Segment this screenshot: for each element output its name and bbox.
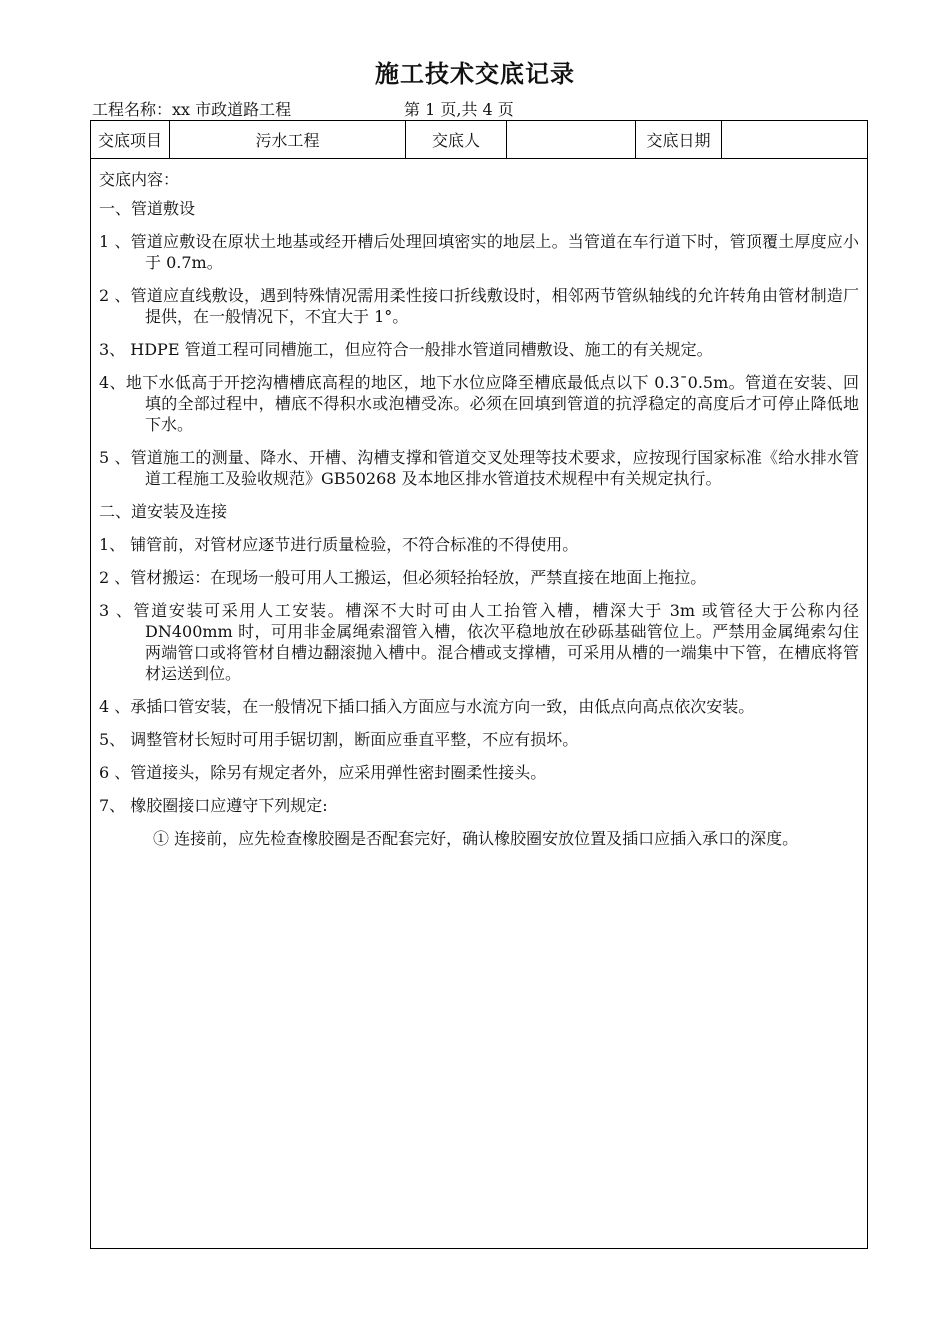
list-item: 6 、管道接头，除另有规定者外，应采用弹性密封圈柔性接头。: [99, 763, 547, 782]
item-value: 污水工程: [170, 121, 406, 158]
list-item: 2 、管材搬运：在现场一般可用人工搬运，但必须轻抬轻放，严禁直接在地面上拖拉。: [99, 568, 707, 587]
project-name: 工程名称：xx 市政道路工程: [92, 100, 292, 119]
section-heading: 二、道安装及连接: [99, 502, 228, 521]
list-item: 7、 橡胶圈接口应遵守下列规定:: [99, 796, 328, 815]
section-heading: 一、管道敷设: [99, 199, 196, 218]
list-item: 3 、管道安装可采用人工安装。槽深不大时可由人工抬管入槽，槽深大于 3m 或管径大于公称内径 DN400mm 时，可用非金属绳索溜管入槽，依次平稳地放在砂砾基础管位上。严禁用金属绳索勾住两端管口或将管材自槽边翻滚抛入槽中。混合槽或支撑槽，可采用从槽的一端集中下管，在槽底将管材运送到位。: [99, 601, 859, 683]
date-label: 交底日期: [636, 121, 722, 158]
list-item: 5 、管道施工的测量、降水、开槽、沟槽支撑和管道交叉处理等技术要求，应按现行国家标准《给水排水管道工程施工及验收规范》GB50268 及本地区排水管道技术规程中有关规定执行。: [99, 448, 859, 488]
person-value: [507, 121, 636, 158]
list-item: 4、地下水低高于开挖沟槽槽底高程的地区，地下水位应降至槽底最低点以下 0.3¯0.5m。管道在安装、回填的全部过程中，槽底不得积水或泡槽受冻。必须在回填到管道的抗浮稳定的高度后才可停止降低地下水。: [99, 373, 859, 434]
list-item: 5、 调整管材长短时可用手锯切割，断面应垂直平整，不应有损坏。: [99, 730, 579, 749]
item-label: 交底项目: [91, 121, 170, 158]
content-label: 交底内容：: [99, 170, 180, 189]
page-number: 第 1 页,共 4 页: [404, 100, 514, 119]
list-item: 4 、承插口管安装，在一般情况下插口插入方面应与水流方向一致，由低点向高点依次安装。: [99, 697, 755, 716]
document-title: 施工技术交底记录: [375, 59, 575, 88]
record-table: [90, 120, 868, 1249]
date-value: [722, 121, 867, 158]
list-item: 3、 HDPE 管道工程可同槽施工，但应符合一般排水管道同槽敷设、施工的有关规定。: [99, 340, 713, 359]
sub-list-item: ① 连接前，应先检查橡胶圈是否配套完好，确认橡胶圈安放位置及插口应插入承口的深度。: [153, 829, 799, 848]
list-item: 1、 铺管前，对管材应逐节进行质量检验，不符合标准的不得使用。: [99, 535, 579, 554]
meta-line: [92, 97, 514, 120]
person-label: 交底人: [406, 121, 507, 158]
header-row: [91, 121, 867, 159]
list-item: 2 、管道应直线敷设，遇到特殊情况需用柔性接口折线敷设时，相邻两节管纵轴线的允许转角由管材制造厂提供，在一般情况下，不宜大于 1°。: [99, 286, 859, 326]
list-item: 1 、管道应敷设在原状土地基或经开槽后处理回填密实的地层上。当管道在车行道下时，管顶覆土厚度应小于 0.7m。: [99, 232, 859, 272]
content-body: [91, 159, 867, 849]
